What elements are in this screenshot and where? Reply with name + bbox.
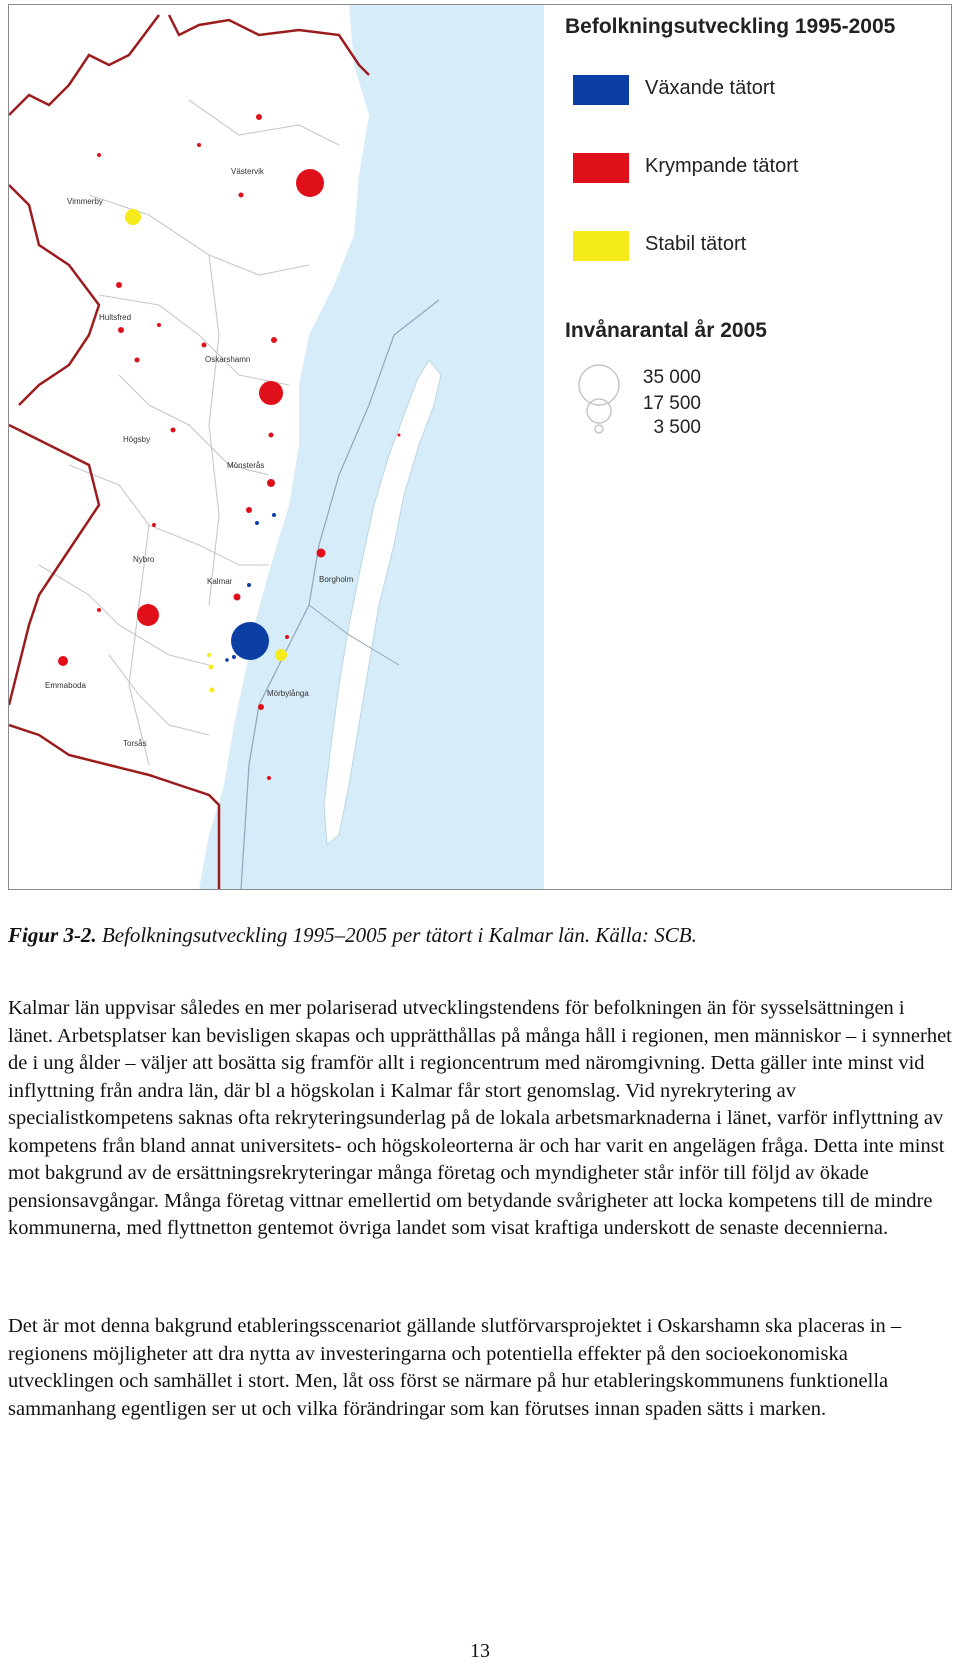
town-dot: [210, 688, 215, 693]
town-dot: [234, 594, 241, 601]
town-dot: [398, 434, 401, 437]
population-map: [8, 4, 952, 890]
legend-size-small: [595, 425, 603, 433]
town-dot: [285, 635, 289, 639]
town-label-vimmerby: Vimmerby: [67, 197, 103, 206]
town-label-emmaboda: Emmaboda: [45, 681, 86, 690]
legend-label-growing: Växande tätort: [645, 77, 776, 99]
town-dot: [256, 114, 262, 120]
town-dot: [267, 776, 271, 780]
town-marker-nybro: [137, 604, 159, 626]
legend-label-stable: Stabil tätort: [645, 233, 747, 255]
caption-text: Befolkningsutveckling 1995–2005 per tätort i Kalmar län. Källa: SCB.: [101, 923, 697, 947]
town-dot: [58, 656, 68, 666]
town-dot: [207, 653, 211, 657]
town-dot: [97, 153, 101, 157]
legend-size-label-small: 3 500: [653, 417, 701, 438]
town-dot: [232, 655, 236, 659]
legend-title: Befolkningsutveckling 1995-2005: [565, 15, 896, 38]
town-marker-vimmerby: [125, 209, 141, 225]
town-dot: [225, 658, 229, 662]
town-dot: [135, 358, 140, 363]
town-dot: [116, 282, 122, 288]
town-dot: [171, 428, 176, 433]
town-dot: [197, 143, 201, 147]
town-label-borgholm: Borgholm: [319, 575, 354, 584]
map-graphic: [9, 5, 951, 889]
town-label-vastervik: Västervik: [231, 167, 264, 176]
town-dot: [271, 337, 277, 343]
town-dot: [202, 343, 207, 348]
town-dot: [239, 193, 244, 198]
town-dot: [269, 433, 274, 438]
caption-label: Figur 3-2.: [8, 923, 97, 947]
body-paragraph-1: Kalmar län uppvisar således en mer polariserad utvecklingstendens för befolkningen än för sysselsättningen i länet. Arbetsplatser kan bevisligen skapas och upprätthållas på många håll i regionen, men människor – i synnerhet de i ung ålder – väljer att bosätta sig framför allt i regioncentrum med näromgivning. Detta gäller inte minst vid inflyttning från andra län, där bl a högskolan i Kalmar får stort genomslag. Vid nyrekrytering av specialistkompetens saknas ofta rekryteringsunderlag på de lokala arbetsmarknaderna i länet, varför inflyttning av kompetens från bland annat universitets- och högskoleorterna är och har varit en angelägen fråga. Detta inte minst mot bakgrund av de ersättningsrekryteringar många företag och myndigheter står inför till följd av ökade pensionsavgångar. Många företag vittnar emellertid om betydande svårigheter att locka kompetens till de mindre kommunerna, med flyttnetton gentemot övriga landet som visat kraftiga underskott de senaste decennierna.: [8, 997, 952, 1239]
town-marker-farjestaden: [275, 649, 287, 661]
town-dot: [247, 583, 251, 587]
town-dot: [255, 521, 259, 525]
legend-size-medium: [587, 399, 611, 423]
town-label-oskarshamn: Oskarshamn: [205, 355, 251, 364]
town-dot: [97, 608, 101, 612]
town-dot: [272, 513, 276, 517]
legend-swatch-growing: [573, 75, 629, 105]
town-dot: [118, 327, 124, 333]
town-label-nybro: Nybro: [133, 555, 155, 564]
legend-size-label-large: 35 000: [642, 367, 701, 388]
town-label-monsteras: Mönsterås: [227, 461, 265, 470]
town-dot: [157, 323, 161, 327]
town-dot: [246, 507, 252, 513]
town-label-morbylanga: Mörbylånga: [267, 689, 309, 698]
page-number: 13: [470, 1640, 490, 1662]
town-marker-kalmar: [231, 622, 269, 660]
legend-swatch-stable: [573, 231, 629, 261]
town-label-hultsfred: Hultsfred: [99, 313, 132, 322]
town-label-torsas: Torsås: [123, 739, 147, 748]
town-dot: [152, 523, 156, 527]
body-paragraph-2: Det är mot denna bakgrund etableringsscenariot gällande slutförvarsprojektet i Oskarshamn ska placeras in – regionens möjligheter att dra nytta av investeringarna och potentiella effekter på den socioekonomiska utvecklingen och samhället i stort. Men, låt oss först se närmare på hur etableringskommunens funktionella sammanhang egentligen ser ut och vilka förändringar som kan förutses innan spaden sätts i marken.: [8, 1315, 902, 1420]
town-dot: [209, 665, 214, 670]
legend-size-title: Invånarantal år 2005: [565, 319, 767, 342]
figure-caption: [8, 923, 948, 948]
town-marker-oskarshamn: [259, 381, 283, 405]
legend-label-shrinking: Krympande tätort: [645, 155, 799, 177]
town-dot: [267, 479, 275, 487]
legend-swatch-shrinking: [573, 153, 629, 183]
town-dot: [258, 704, 264, 710]
town-label-hogsby: Högsby: [123, 435, 151, 444]
town-label-kalmar: Kalmar: [207, 577, 233, 586]
legend-size-label-medium: 17 500: [642, 393, 701, 414]
town-marker-vastervik: [296, 169, 324, 197]
town-dot: [317, 549, 326, 558]
